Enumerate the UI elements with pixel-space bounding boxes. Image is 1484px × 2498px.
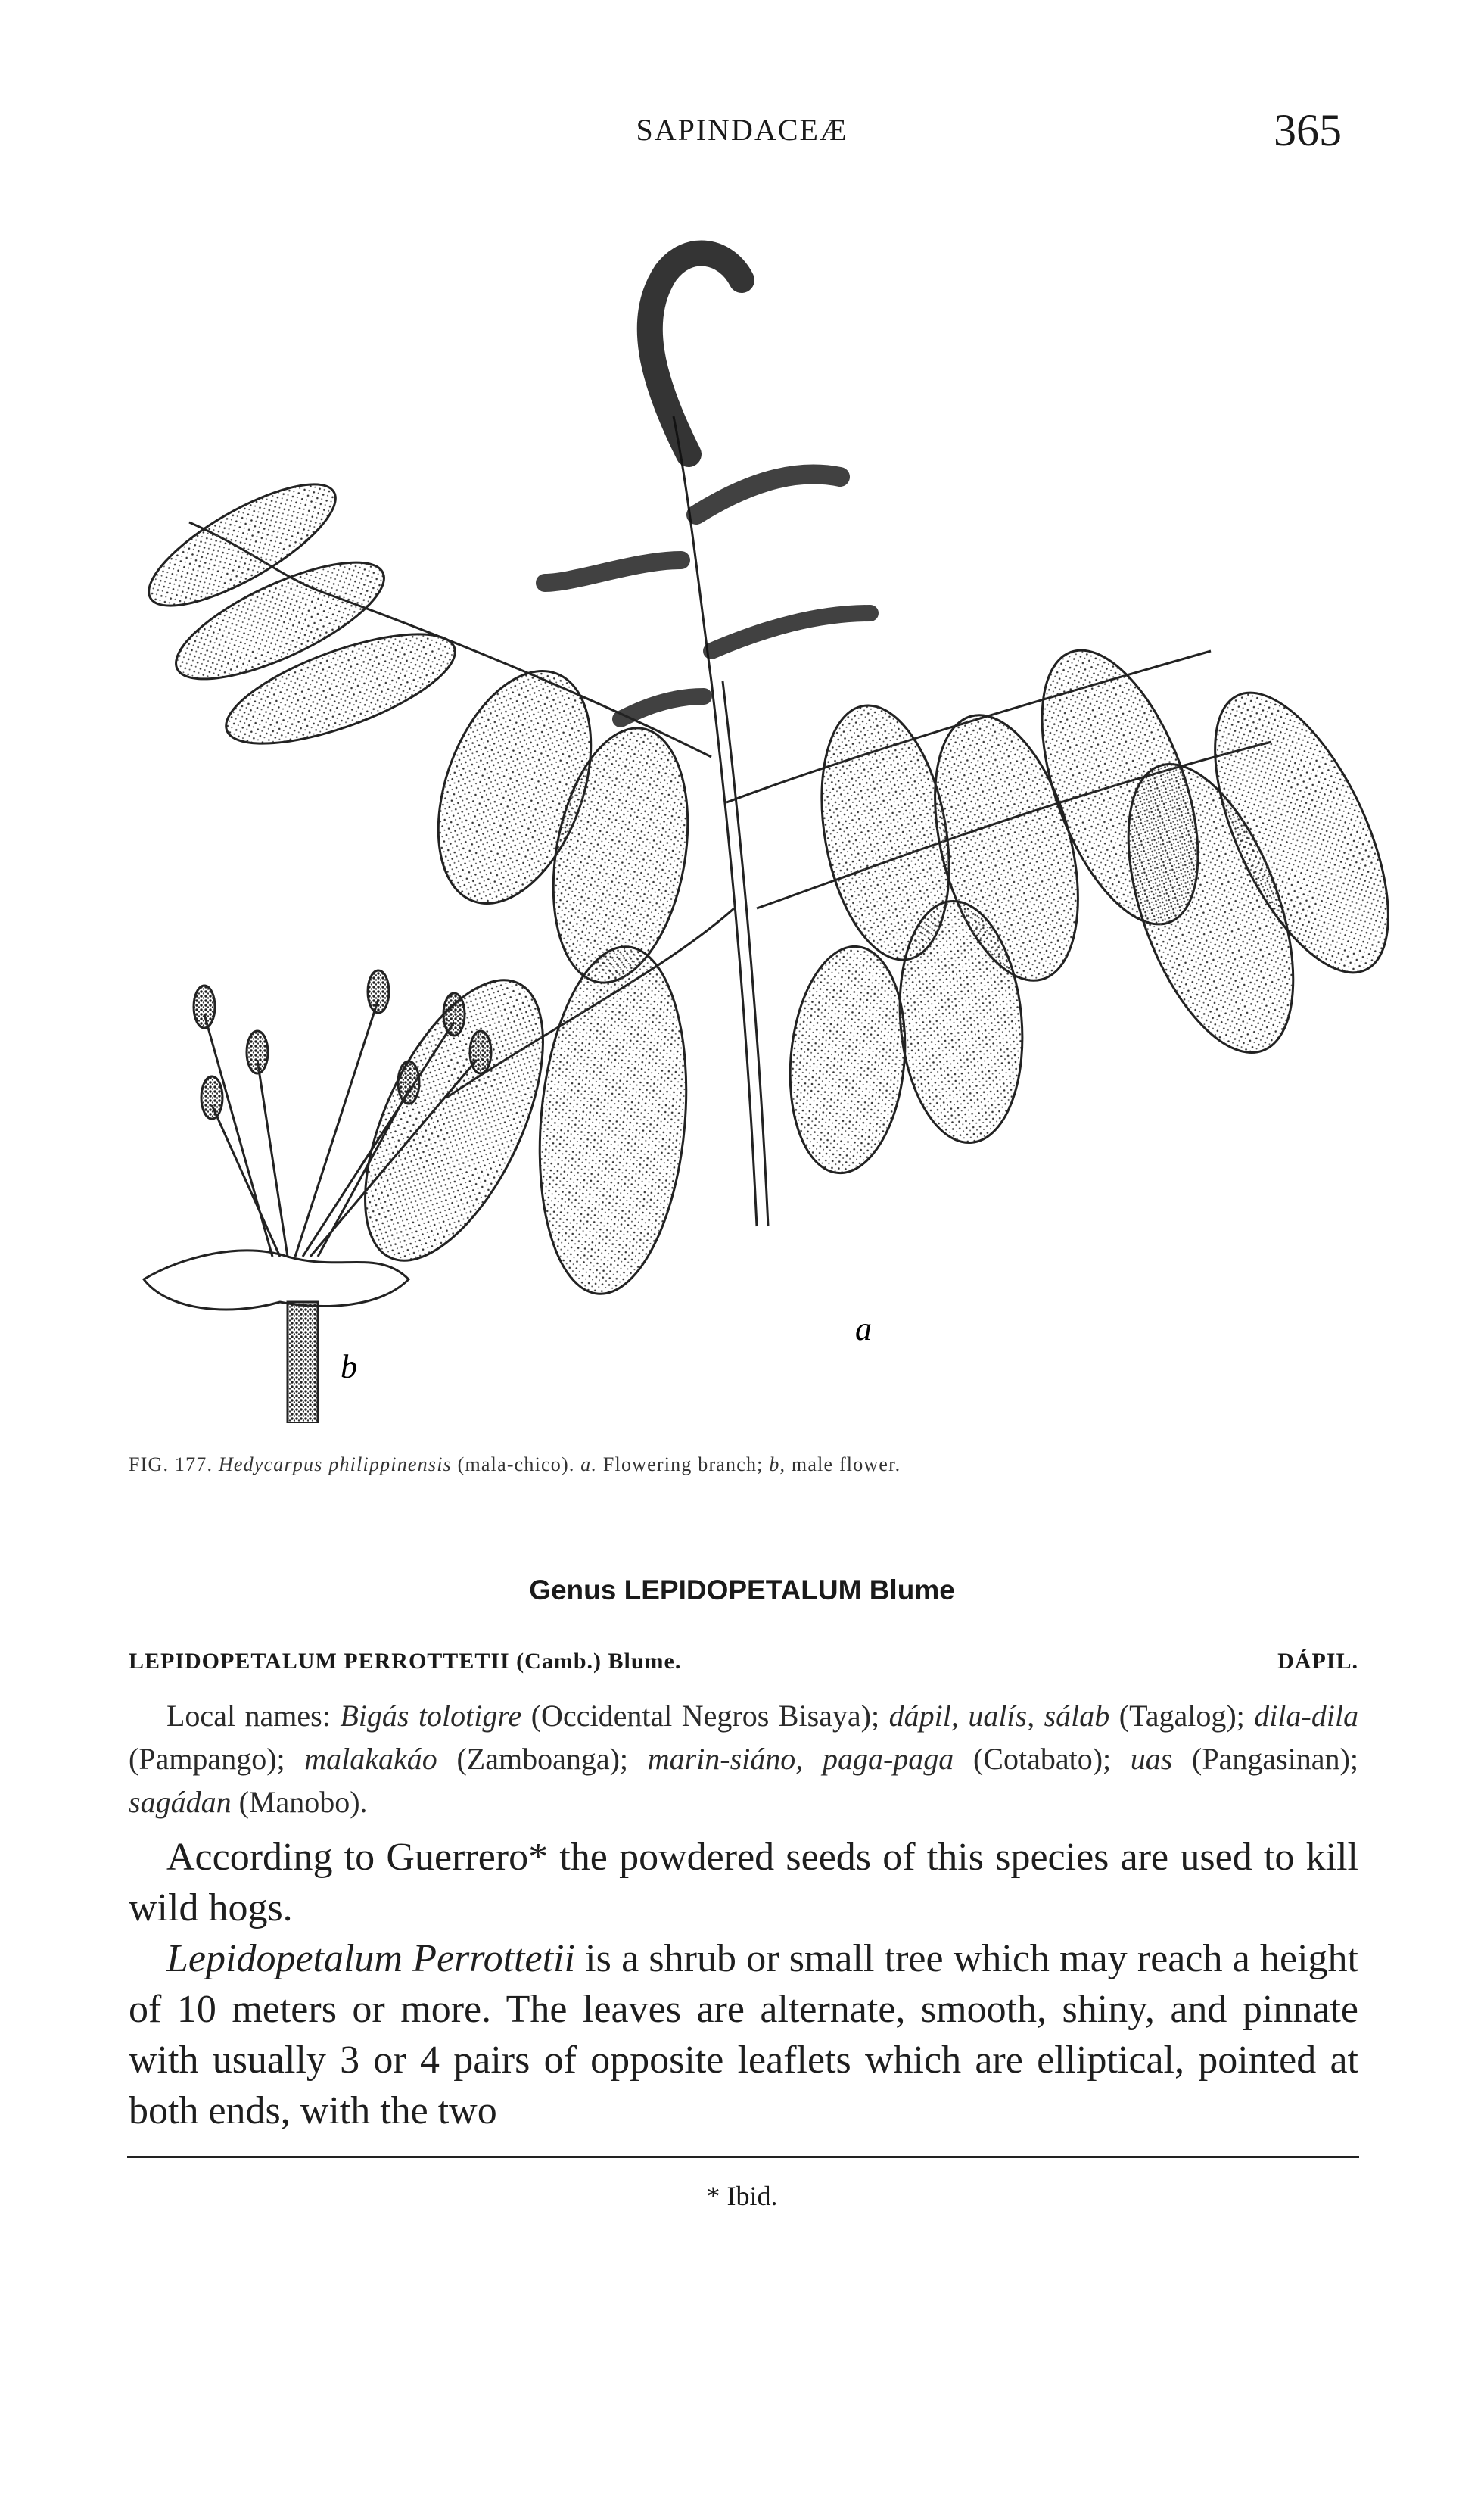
flower-spike bbox=[711, 613, 870, 651]
region: (Manobo). bbox=[238, 1785, 368, 1819]
leaflet bbox=[781, 942, 914, 1178]
body-text bbox=[129, 1832, 1358, 2136]
local-name: dápil, ualís, sálab bbox=[888, 1699, 1110, 1733]
flower-spike bbox=[650, 254, 742, 454]
species-italic: Lepidopetalum Perrottetii bbox=[166, 1937, 575, 1980]
paragraph-2 bbox=[129, 1933, 1358, 2136]
flower-spike bbox=[621, 696, 704, 719]
local-name: dila-dila bbox=[1254, 1699, 1359, 1733]
region: (Cotabato); bbox=[972, 1742, 1112, 1776]
figure-label-b: b bbox=[341, 1348, 357, 1385]
local-names-paragraph bbox=[129, 1694, 1358, 1824]
region: (Occidental Negros Bisaya); bbox=[530, 1699, 880, 1733]
botanical-illustration bbox=[91, 227, 1392, 1423]
local-name: malakakáo bbox=[304, 1742, 437, 1776]
caption-species: Hedycarpus philippinensis bbox=[218, 1453, 452, 1475]
figure-caption bbox=[129, 1453, 1355, 1476]
running-title: SAPINDACEÆ bbox=[636, 113, 848, 147]
caption-part-a-text: Flowering branch; bbox=[602, 1453, 764, 1475]
caption-part-b-letter: b, bbox=[769, 1453, 786, 1475]
paragraph-2-text: is a shrub or small tree which may reach a height of 10 meters or more. The leaves are alternate, smooth, shiny, and pinnate with usually 3 or 4 pairs of opposite leaflets which are elliptical, pointed at both ends, with the two bbox=[129, 1937, 1358, 2132]
region: (Tagalog); bbox=[1118, 1699, 1245, 1733]
caption-fig-number: FIG. 177. bbox=[129, 1453, 213, 1475]
region: (Pangasinan); bbox=[1192, 1742, 1358, 1776]
footnote: * Ibid. bbox=[706, 2181, 778, 2211]
genus-heading: Genus LEPIDOPETALUM Blume bbox=[529, 1574, 955, 1606]
region: (Zamboanga); bbox=[456, 1742, 629, 1776]
footnote-rule bbox=[127, 2156, 1359, 2158]
region: (Pampango); bbox=[129, 1742, 285, 1776]
local-name: marin-siáno, paga-paga bbox=[647, 1742, 954, 1776]
page-number: 365 bbox=[1274, 105, 1342, 155]
species-name: LEPIDOPETALUM PERROTTETII (Camb.) Blume. bbox=[129, 1649, 682, 1674]
figure-label-a: a bbox=[855, 1310, 872, 1347]
leaflet bbox=[526, 941, 699, 1300]
local-name: Bigás tolotigre bbox=[340, 1699, 522, 1733]
caption-common-name: (mala-chico). bbox=[457, 1453, 575, 1475]
flower-spike bbox=[696, 475, 840, 515]
local-name: sagádan bbox=[129, 1785, 232, 1819]
species-local-name: DÁPIL. bbox=[1277, 1649, 1358, 1674]
caption-part-b-text: male flower. bbox=[791, 1453, 901, 1475]
caption-part-a-letter: a. bbox=[580, 1453, 598, 1475]
local-name: uas bbox=[1130, 1742, 1173, 1776]
local-names-intro: Local names: bbox=[166, 1699, 331, 1733]
flower-spike bbox=[545, 560, 681, 583]
species-heading bbox=[129, 1649, 1358, 1674]
paragraph-1: According to Guerrero* the powdered seeds of this species are used to kill wild hogs. bbox=[129, 1836, 1358, 1930]
